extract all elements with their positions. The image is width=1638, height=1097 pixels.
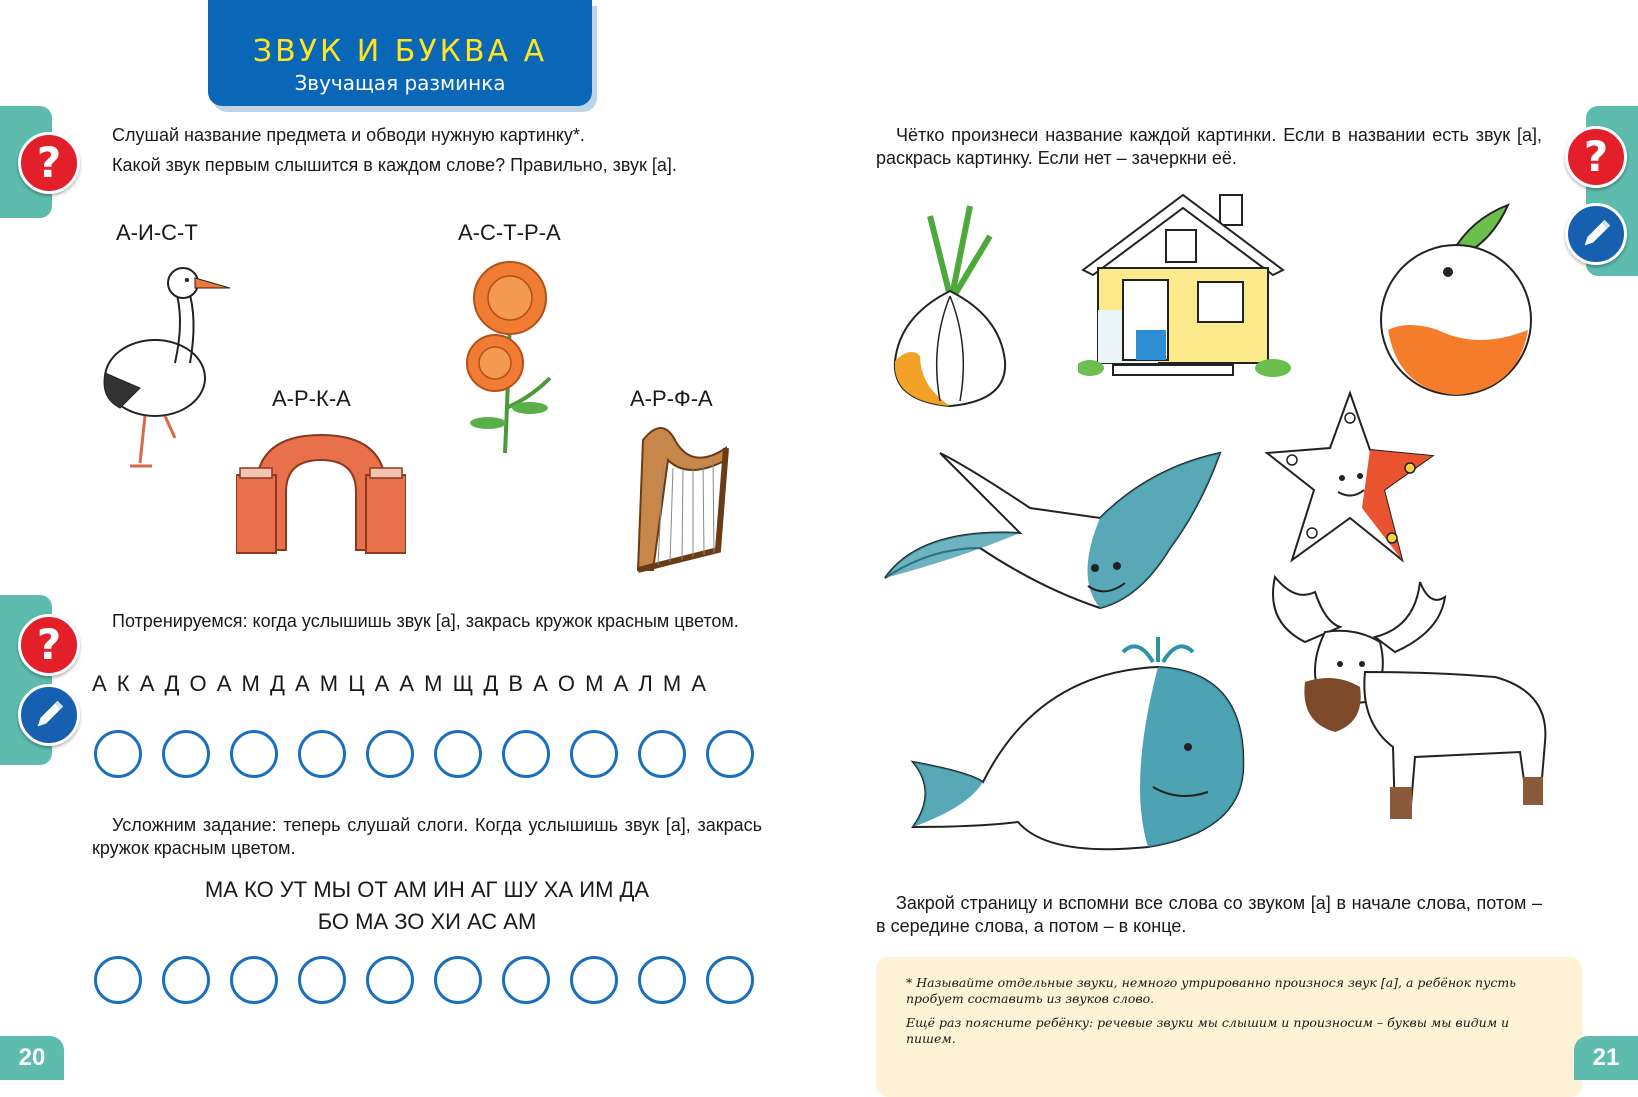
moose-image[interactable]	[1265, 572, 1555, 847]
whale-image[interactable]	[908, 632, 1253, 862]
right-instruction-1: Чётко произнеси название каждой картинки. Если в названии есть звук [а], раскрась картинку. Если нет – зачеркни её.	[876, 125, 1542, 168]
parent-note	[876, 957, 1582, 1097]
word-label: А-Р-Ф-А	[630, 386, 713, 411]
stingray-image[interactable]	[880, 448, 1230, 618]
answer-circle[interactable]	[298, 730, 346, 778]
answer-circle[interactable]	[434, 956, 482, 1004]
left-instruction-4: Усложним задание: теперь слушай слоги. Когда услышишь звук [а], закрась кружок красным цветом.	[92, 815, 762, 858]
question-icon[interactable]: ?	[1565, 126, 1627, 188]
starfish-image[interactable]	[1262, 388, 1437, 573]
syllables-line-2: БО МА ЗО ХИ АС АМ	[317, 909, 537, 934]
answer-circle[interactable]	[434, 730, 482, 778]
answer-circle[interactable]	[94, 956, 142, 1004]
page-title: ЗВУК И БУКВА А	[252, 34, 548, 69]
answer-circle[interactable]	[706, 730, 754, 778]
stork-image[interactable]	[80, 258, 230, 483]
harp-image[interactable]	[618, 420, 738, 585]
question-icon[interactable]: ?	[18, 614, 80, 676]
left-instruction-2: Какой звук первым слышится в каждом слове? Правильно, звук [а].	[112, 155, 677, 175]
answer-circle[interactable]	[570, 956, 618, 1004]
answer-circle[interactable]	[502, 730, 550, 778]
page-subtitle: Звучащая разминка	[294, 71, 506, 95]
page-header	[208, 0, 592, 106]
pencil-icon[interactable]	[18, 684, 80, 746]
answer-circle[interactable]	[502, 956, 550, 1004]
answer-circle[interactable]	[162, 956, 210, 1004]
answer-circle[interactable]	[638, 956, 686, 1004]
left-instruction-1: Слушай название предмета и обводи нужную картинку*.	[112, 125, 585, 145]
note-line-2: Ещё раз поясните ребёнку: речевые звуки мы слышим и произносим – буквы мы видим и пишем.	[906, 1015, 1510, 1046]
question-icon[interactable]: ?	[18, 132, 80, 194]
word-label: А-И-С-Т	[116, 220, 198, 245]
arch-image[interactable]	[236, 430, 406, 555]
answer-circle[interactable]	[162, 730, 210, 778]
word-label: А-С-Т-Р-А	[458, 220, 561, 245]
answer-circle[interactable]	[706, 956, 754, 1004]
answer-circle[interactable]	[570, 730, 618, 778]
left-instruction-3: Потренируемся: когда услышишь звук [а], закрась кружок красным цветом.	[112, 611, 739, 631]
answer-circle[interactable]	[94, 730, 142, 778]
right-instruction-2: Закрой страницу и вспомни все слова со звуком [а] в начале слова, потом – в середине слова, а потом – в конце.	[876, 893, 1542, 936]
answer-circle[interactable]	[638, 730, 686, 778]
syllables-line-1: МА КО УТ МЫ ОТ АМ ИН АГ ШУ ХА ИМ ДА	[204, 877, 650, 902]
pencil-icon[interactable]	[1565, 203, 1627, 265]
letter-sequence: А К А Д О А М Д А М Ц А А М Щ Д В А О М А Л М А	[92, 671, 709, 696]
answer-circle[interactable]	[230, 956, 278, 1004]
word-label: А-Р-К-А	[272, 386, 351, 411]
house-image[interactable]	[1078, 190, 1298, 385]
onion-image[interactable]	[880, 196, 1020, 421]
note-line-1: * Называйте отдельные звуки, немного утрированно произнося звук [а], а ребёнок пусть пробует составить из звуков слово.	[906, 975, 1516, 1006]
answer-circle[interactable]	[230, 730, 278, 778]
answer-circle[interactable]	[366, 956, 414, 1004]
aster-image[interactable]	[450, 258, 570, 458]
answer-circle[interactable]	[298, 956, 346, 1004]
page-number-right: 21	[1574, 1036, 1638, 1080]
orange-image[interactable]	[1378, 200, 1538, 400]
page-number-left: 20	[0, 1036, 64, 1080]
answer-circle[interactable]	[366, 730, 414, 778]
